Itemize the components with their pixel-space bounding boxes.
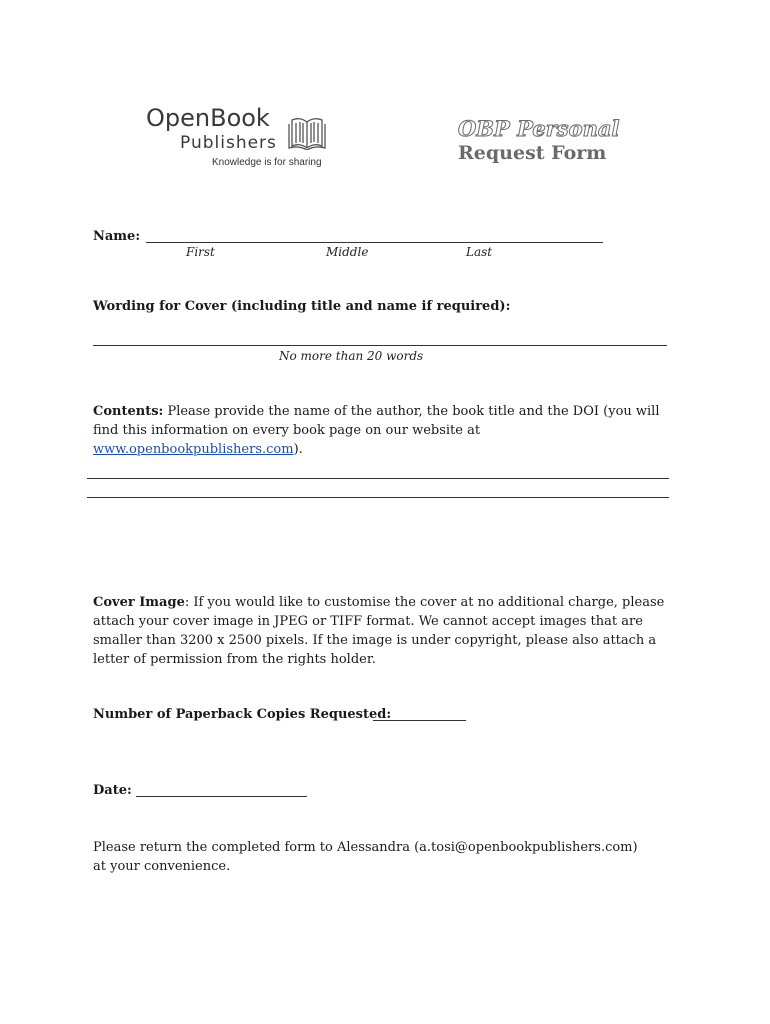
cover-image-label: Cover Image	[93, 595, 185, 610]
website-link[interactable]: www.openbookpublishers.com	[93, 442, 294, 457]
name-first-caption: First	[186, 245, 215, 259]
contents-paragraph	[93, 402, 683, 459]
logo-tagline: Knowledge is for sharing	[212, 157, 322, 168]
cover-image-text: : If you would like to customise the cover at no additional charge, please attach your cover image in JPEG or TIFF format. We cannot accept images that are smaller than 3200 x 2500 pixels. If the image is under copyright, please also attach a letter of permission from the rights holder.	[93, 595, 665, 667]
form-title-line1: OBP Personal	[458, 116, 620, 141]
form-title-line2: Request Form	[458, 142, 607, 164]
contents-text: Please provide the name of the author, the book title and the DOI (you will find this information on every book page on our website at	[93, 404, 660, 438]
name-middle-caption: Middle	[326, 245, 369, 259]
cover-wording-label: Wording for Cover (including title and name if required):	[93, 299, 511, 314]
logo-wordmark-publishers: Publishers	[180, 133, 277, 153]
contents-text-end: ).	[293, 442, 303, 457]
cover-image-paragraph	[93, 593, 678, 669]
name-input-line[interactable]	[146, 242, 603, 243]
copies-label: Number of Paperback Copies Requested:	[93, 707, 392, 722]
cover-wording-input-line[interactable]	[93, 345, 667, 346]
return-instructions: Please return the completed form to Alessandra (a.tosi@openbookpublishers.com) at your convenience.	[93, 840, 638, 874]
contents-input-line-2[interactable]	[87, 497, 669, 498]
cover-wording-hint: No more than 20 words	[279, 349, 424, 363]
open-book-icon	[288, 114, 326, 150]
contents-input-line-1[interactable]	[87, 478, 669, 479]
copies-input-line[interactable]	[373, 720, 466, 721]
name-last-caption: Last	[466, 245, 493, 259]
date-input-line[interactable]	[136, 796, 307, 797]
date-label: Date:	[93, 783, 132, 798]
name-label: Name:	[93, 229, 141, 244]
openbook-logo	[146, 104, 336, 174]
contents-label: Contents:	[93, 404, 164, 419]
logo-wordmark-openbook: OpenBook	[146, 104, 270, 132]
